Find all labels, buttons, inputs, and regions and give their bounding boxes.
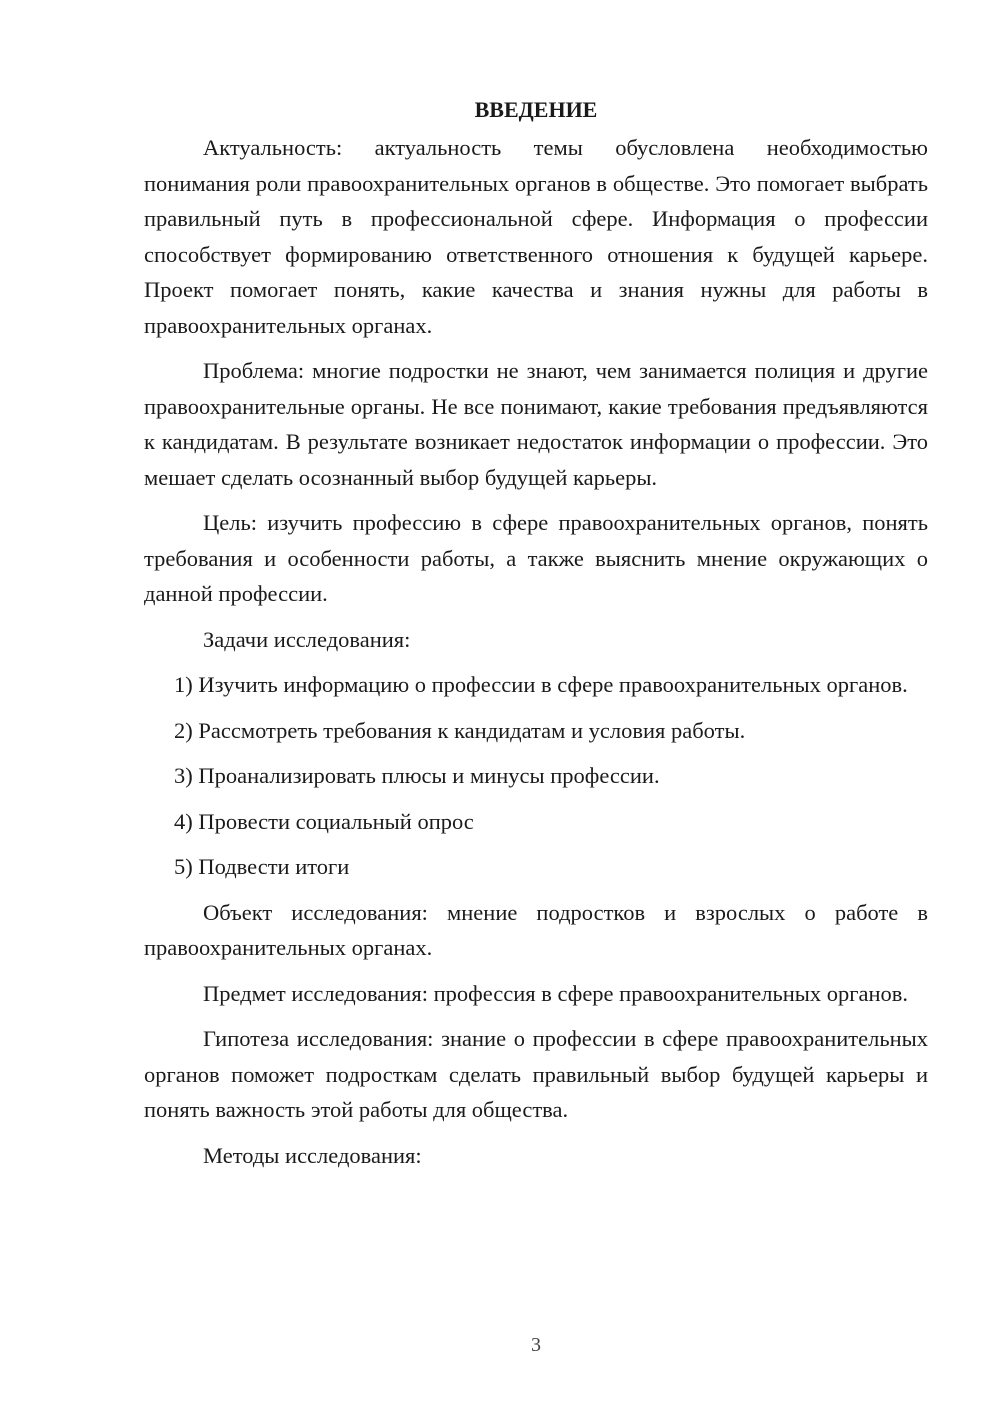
list-item: 2) Рассмотреть требования к кандидатам и условия работы.	[174, 717, 746, 743]
section-title: ВВЕДЕНИЕ	[474, 97, 598, 122]
list-item: 1) Изучить информацию о профессии в сфере правоохранительных органов.	[174, 672, 908, 697]
page-content	[144, 92, 928, 1183]
list-item: 3) Проанализировать плюсы и минусы профессии.	[174, 763, 660, 788]
list-item: 4) Провести социальный опрос	[174, 808, 474, 834]
paragraph-object: Объект исследования: мнение подростков и взрослых о работе в правоохранительных органах.	[144, 899, 928, 960]
paragraph-methods: Методы исследования:	[203, 1142, 422, 1168]
tasks-heading: Задачи исследования:	[203, 626, 411, 652]
paragraph-problem: Проблема: многие подростки не знают, чем занимается полиция и другие правоохранительные органы. Не все понимают, какие требования предъявляются к кандидатам. В результате возникает недостаток информации о профессии. Это мешает сделать осознанный выбор будущей карьеры.	[144, 358, 928, 490]
list-item: 5) Подвести итоги	[174, 854, 350, 879]
paragraph-hypothesis: Гипотеза исследования: знание о профессии в сфере правоохранительных органов поможет подросткам сделать правильный выбор будущей карьеры и понять важность этой работы для общества.	[144, 1026, 928, 1122]
paragraph-relevance: Актуальность: актуальность темы обусловлена необходимостью понимания роли правоохранительных органов в обществе. Это помогает выбрать правильный путь в профессиональной сфере. Информация о профессии способствует формированию ответственного отношения к будущей карьере. Проект помогает понять, какие качества и знания нужны для работы в правоохранительных органах.	[144, 135, 928, 338]
page-number: 3	[531, 1334, 541, 1356]
paragraph-goal: Цель: изучить профессию в сфере правоохранительных органов, понять требования и особенности работы, а также выяснить мнение окружающих о данной профессии.	[144, 510, 928, 606]
paragraph-subject: Предмет исследования: профессия в сфере правоохранительных органов.	[203, 980, 909, 1006]
tasks-list	[144, 667, 928, 885]
